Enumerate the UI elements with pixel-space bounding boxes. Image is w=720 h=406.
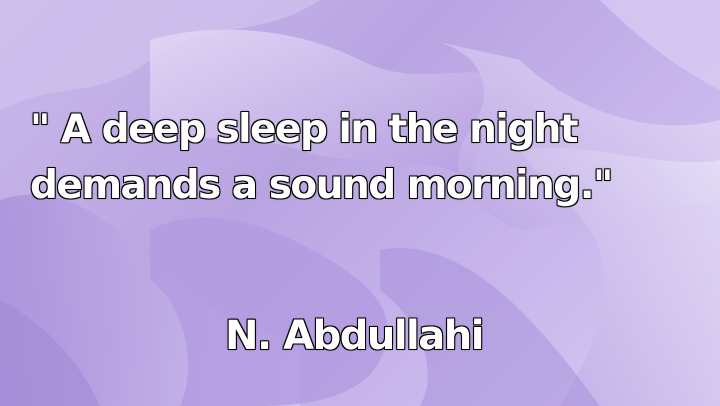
quote-author: N. Abdullahi [225, 313, 483, 359]
quote-text [30, 102, 670, 214]
quote-line-1: " A deep sleep in the night [30, 107, 578, 152]
quote-line-2: demands a sound morning." [30, 163, 612, 208]
